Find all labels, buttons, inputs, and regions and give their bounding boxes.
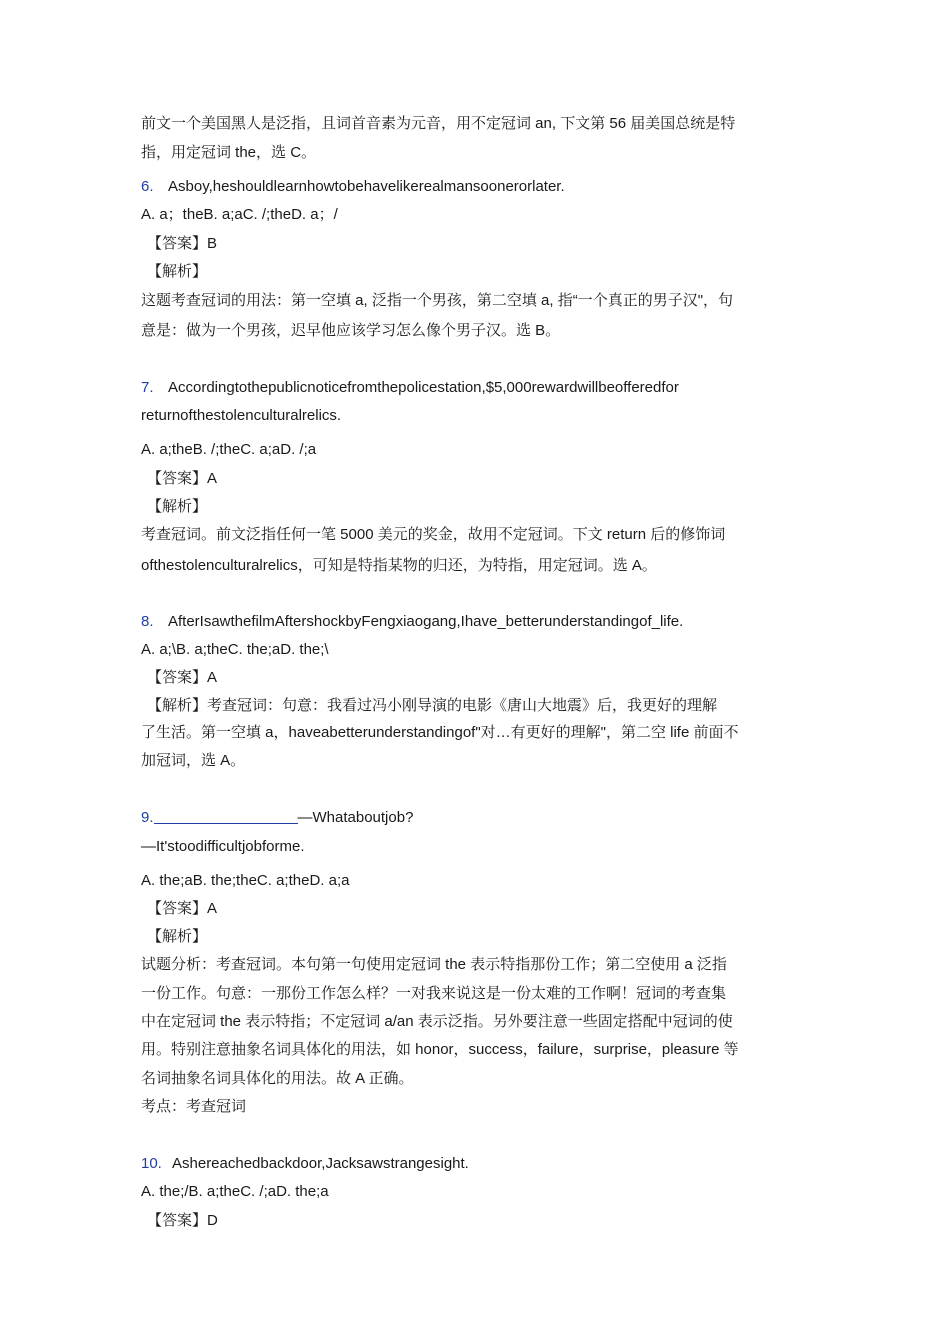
- options-text: A. the;/B. a;theC. /;aD. the;a: [141, 1183, 329, 1200]
- analysis-label: 【解析】: [147, 498, 208, 515]
- options-text: A. a;\B. a;theC. the;aD. the;\: [141, 641, 329, 658]
- analysis-label: 【解析】: [147, 263, 208, 280]
- analysis-label: 【解析】: [147, 928, 208, 945]
- question-8: [141, 612, 683, 632]
- answer-label: 【答案】D: [147, 1212, 218, 1229]
- explanation-text: 前文一个美国黑人是泛指，且词首音素为元音，用不定冠词 an, 下文第 56 届美国总统是特: [141, 115, 736, 132]
- explanation-text: 了生活。第一空填 a，haveabetterunderstandingof"对…有更好的理解"，第二空 life 前面不: [141, 724, 739, 741]
- explanation-text: 中在定冠词 the 表示特指；不定冠词 a/an 表示泛指。另外要注意一些固定搭配中冠词的使: [141, 1013, 733, 1030]
- question-text: AfterIsawthefilmAftershockbyFengxiaogang,Ihave_betterunderstandingof_life.: [168, 613, 684, 630]
- question-9: [141, 808, 413, 828]
- answer-label: 【答案】B: [147, 235, 218, 252]
- explanation-text: 用。特别注意抽象名词具体化的用法，如 honor，success，failure，surprise，pleasure 等: [141, 1041, 739, 1058]
- question-number: 10.: [141, 1155, 162, 1172]
- explanation-text: 【解析】考查冠词：句意：我看过冯小刚导演的电影《唐山大地震》后，我更好的理解: [147, 697, 718, 714]
- explanation-text: 一份工作。句意：一那份工作怎么样？一对我来说这是一份太难的工作啊！冠词的考查集: [141, 985, 727, 1002]
- options-text: A. a；theB. a;aC. /;theD. a；/: [141, 206, 338, 223]
- answer-label: 【答案】A: [147, 669, 218, 686]
- explanation-text: 这题考查冠词的用法：第一空填 a, 泛指一个男孩，第二空填 a, 指“一个真正的男子汉"，句: [141, 292, 734, 309]
- question-text: Accordingtothepublicnoticefromthepolicestation,$5,000rewardwillbeofferedfor: [168, 379, 679, 396]
- question-text: returnofthestolenculturalrelics.: [141, 407, 342, 424]
- explanation-text: 指，用定冠词 the，选 C。: [141, 144, 317, 161]
- question-number: 7.: [141, 379, 154, 396]
- question-number: 6.: [141, 178, 154, 195]
- explanation-text: ofthestolenculturalrelics，可知是特指某物的归还，为特指，用定冠词。选 A。: [141, 557, 657, 574]
- question-text: —It'stoodifficultjobforme.: [141, 838, 305, 855]
- question-number: 9.: [141, 809, 154, 826]
- question-6: [141, 177, 565, 197]
- explanation-text: 试题分析：考查冠词。本句第一句使用定冠词 the 表示特指那份工作；第二空使用 a 泛指: [141, 956, 727, 973]
- question-10: [141, 1154, 469, 1174]
- explanation-text: 加冠词，选 A。: [141, 752, 246, 769]
- options-text: A. a;theB. /;theC. a;aD. /;a: [141, 441, 317, 458]
- answer-label: 【答案】A: [147, 900, 218, 917]
- answer-label: 【答案】A: [147, 470, 218, 487]
- answer-blank: [154, 809, 298, 824]
- explanation-text: 意是：做为一个男孩，迟早他应该学习怎么像个男子汉。选 B。: [141, 322, 561, 339]
- question-text: Ashereachedbackdoor,Jacksawstrangesight.: [172, 1155, 469, 1172]
- explanation-text: 名词抽象名词具体化的用法。故 A 正确。: [141, 1070, 414, 1087]
- topic-text: 考点：考查冠词: [141, 1098, 247, 1115]
- options-text: A. the;aB. the;theC. a;theD. a;a: [141, 872, 350, 889]
- question-7: [141, 378, 679, 398]
- explanation-text: 考查冠词。前文泛指任何一笔 5000 美元的奖金，故用不定冠词。下文 return 后的修饰词: [141, 526, 726, 543]
- question-text: Asboy,heshouldlearnhowtobehavelikerealmansoonerorlater.: [168, 178, 565, 195]
- question-number: 8.: [141, 613, 154, 630]
- question-text: —Whataboutjob?: [297, 809, 414, 826]
